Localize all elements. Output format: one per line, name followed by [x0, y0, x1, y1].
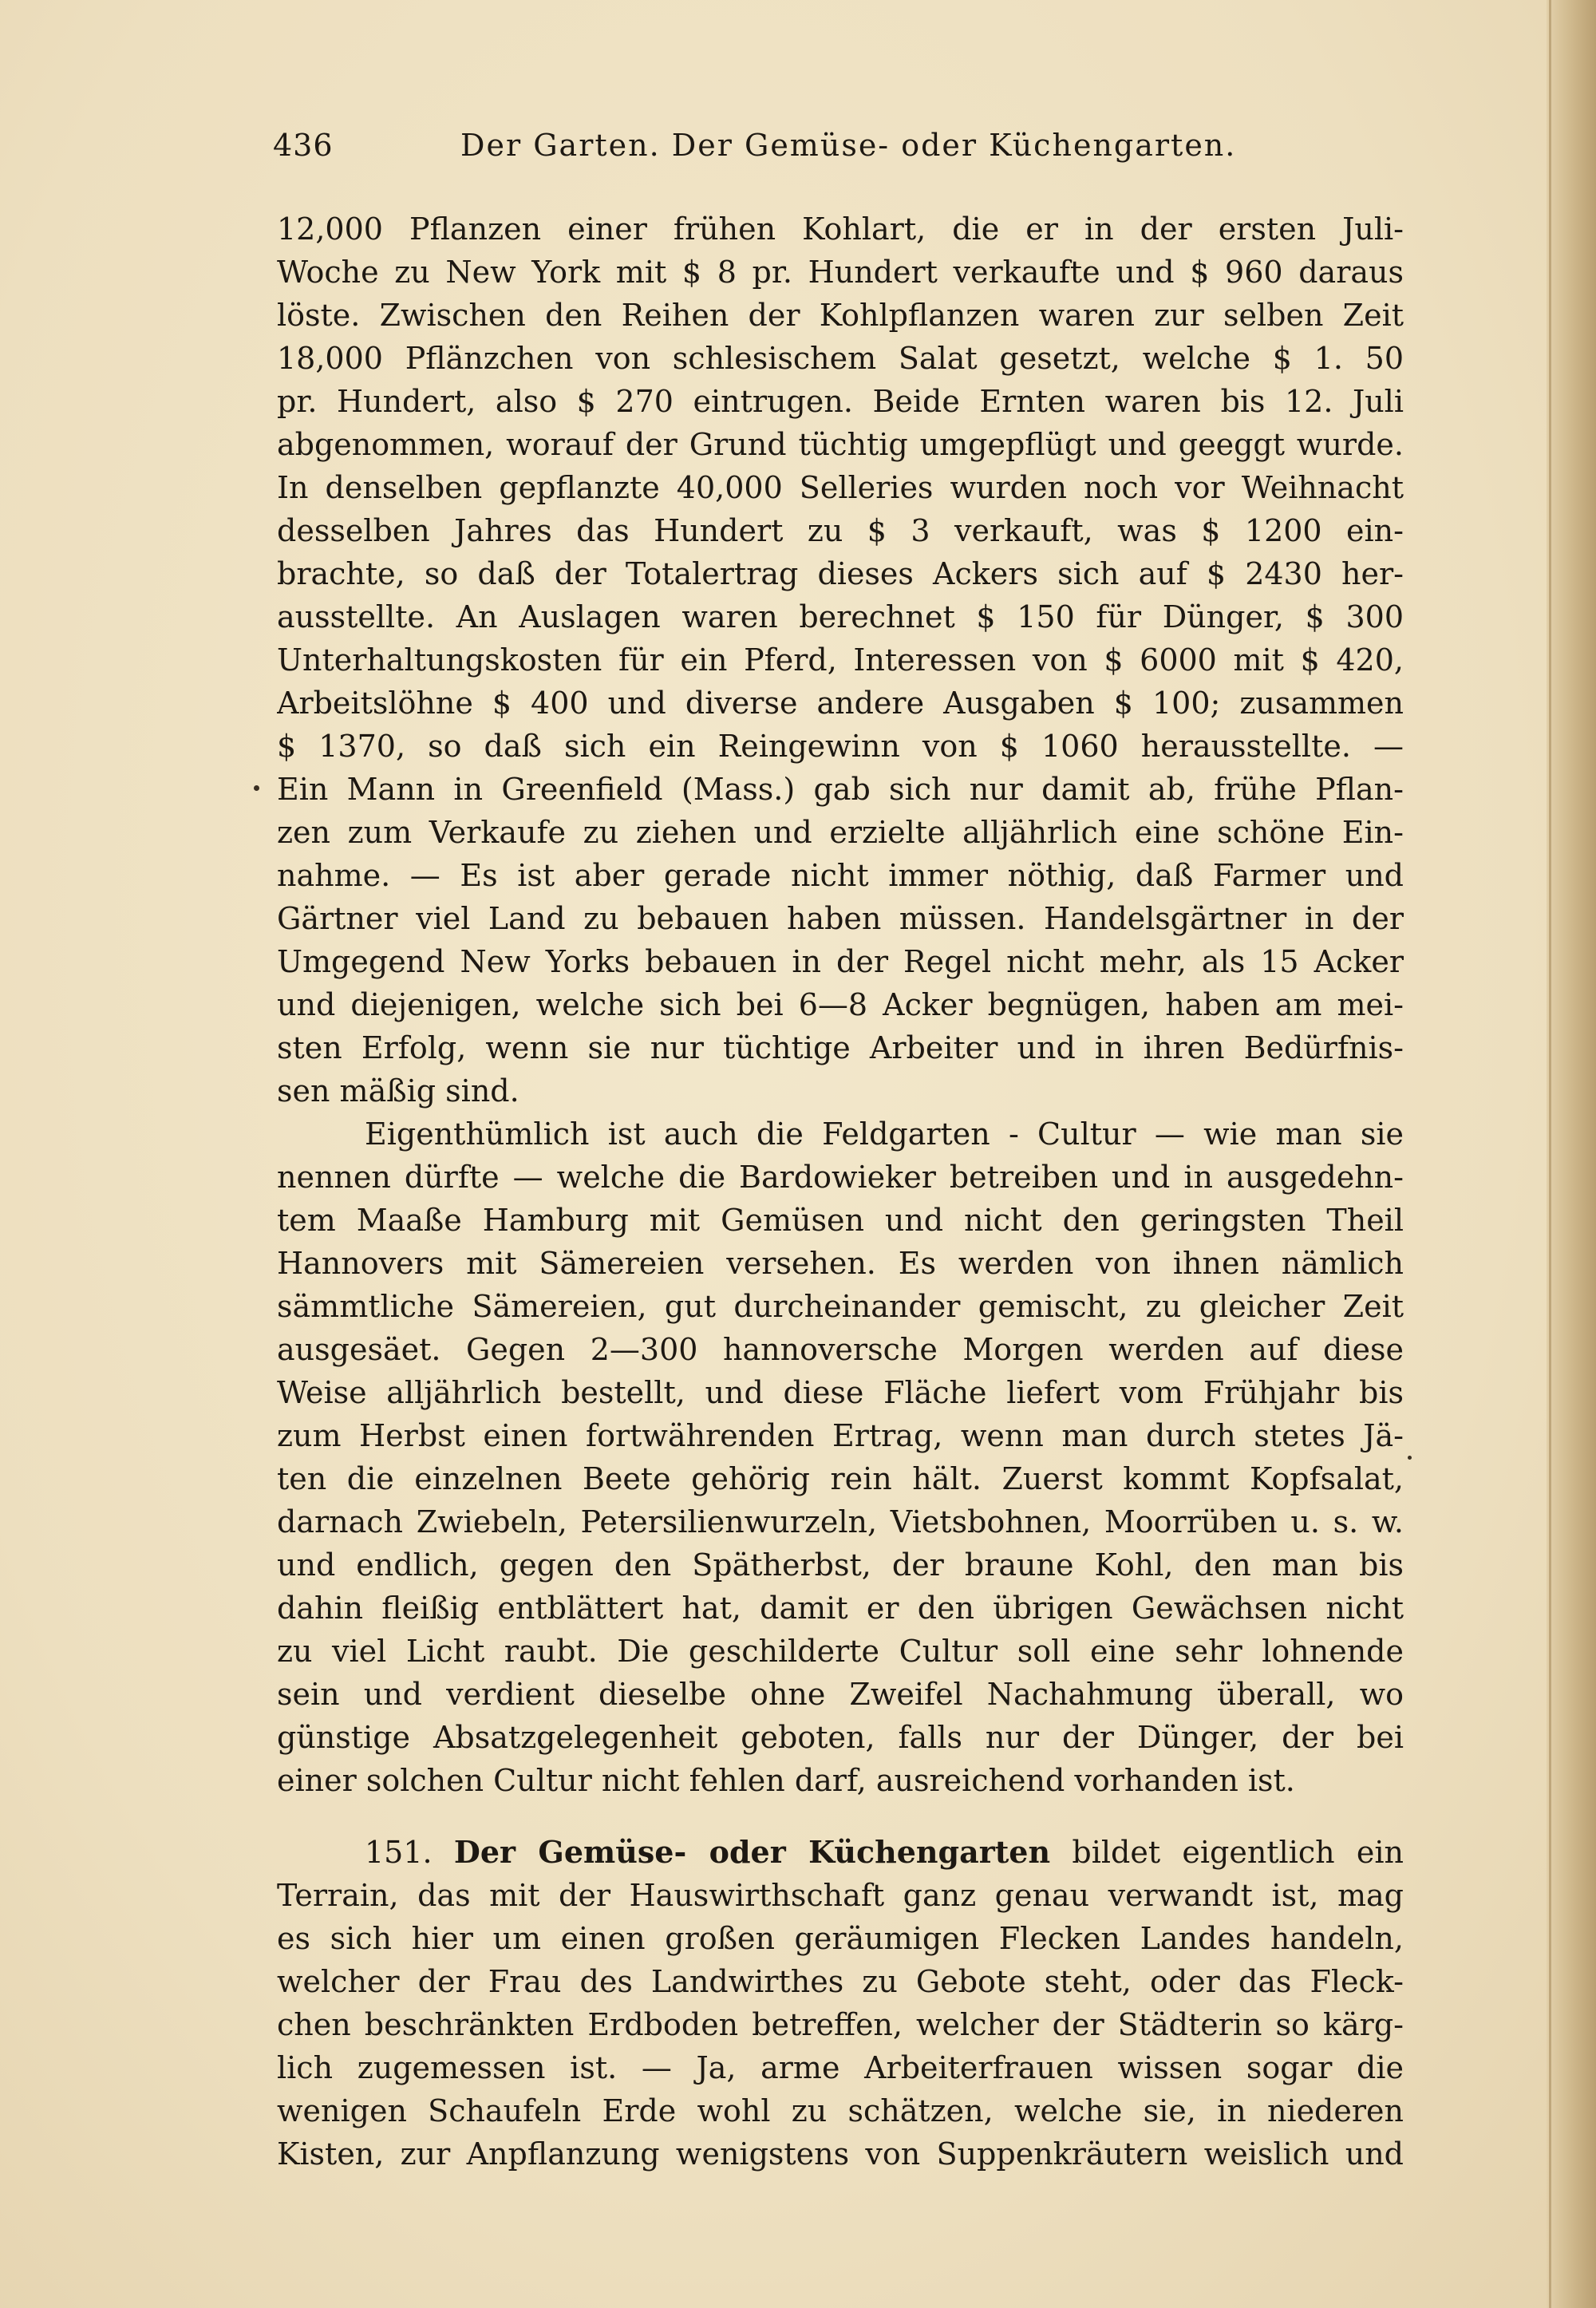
- text-line: Gärtner viel Land zu bebauen haben müssen. Handelsgärtner in der: [277, 901, 1404, 936]
- text-line: lich zugemessen ist. — Ja, arme Arbeiterfrauen wissen sogar die: [277, 2050, 1404, 2085]
- section-heading-line: [277, 1831, 1404, 1874]
- section-spacer: [277, 1802, 1404, 1831]
- text-line: darnach Zwiebeln, Petersilienwurzeln, Vietsbohnen, Moorrüben u. s. w.: [277, 1504, 1404, 1539]
- section-heading: Der Gemüse- oder Küchengarten: [453, 1834, 1051, 1870]
- text-line: es sich hier um einen großen geräumigen Flecken Landes handeln,: [277, 1921, 1404, 1956]
- text-line: 12,000 Pflanzen einer frühen Kohlart, die er in der ersten Juli-: [277, 211, 1404, 247]
- text-line: Eigenthümlich ist auch die Feldgarten - Cultur — wie man sie: [365, 1116, 1404, 1152]
- text-line: Ein Mann in Greenfield (Mass.) gab sich nur damit ab, frühe Pflan-: [277, 772, 1404, 807]
- text-line: Weise alljährlich bestellt, und diese Fläche liefert vom Frühjahr bis: [277, 1375, 1404, 1410]
- text-line: chen beschränkten Erdboden betreffen, welcher der Städterin so kärg-: [277, 2007, 1404, 2042]
- text-line: pr. Hundert, also $ 270 eintrugen. Beide Ernten waren bis 12. Juli: [277, 384, 1404, 419]
- page-gutter-shadow: [1547, 0, 1596, 2308]
- text-line: Terrain, das mit der Hauswirthschaft ganz genau verwandt ist, mag: [277, 1878, 1404, 1913]
- page-edge-line: [1549, 0, 1551, 2308]
- text-line: günstige Absatzgelegenheit geboten, falls nur der Dünger, der bei: [277, 1720, 1404, 1755]
- text-line: nennen dürfte — welche die Bardowieker betreiben und in ausgedehn-: [277, 1160, 1404, 1195]
- paragraph: [277, 1113, 1404, 1802]
- text-line: Umgegend New Yorks bebauen in der Regel nicht mehr, als 15 Acker: [277, 944, 1404, 979]
- text-line: einer solchen Cultur nicht fehlen darf, ausreichend vorhanden ist.: [277, 1763, 1295, 1798]
- text-line: Kisten, zur Anpflanzung wenigstens von Suppenkräutern weislich und: [277, 2136, 1404, 2172]
- text-line: brachte, so daß der Totalertrag dieses Ackers sich auf $ 2430 her-: [277, 556, 1404, 591]
- text-line: sämmtliche Sämereien, gut durcheinander gemischt, zu gleicher Zeit: [277, 1289, 1404, 1324]
- text-line: $ 1370, so daß sich ein Reingewinn von $ 1060 herausstellte. —: [277, 729, 1404, 764]
- text-line: sen mäßig sind.: [277, 1073, 519, 1109]
- text-line: sten Erfolg, wenn sie nur tüchtige Arbeiter und in ihren Bedürfnis-: [277, 1030, 1404, 1065]
- text-line: desselben Jahres das Hundert zu $ 3 verkauft, was $ 1200 ein-: [277, 513, 1404, 548]
- text-line: nahme. — Es ist aber gerade nicht immer nöthig, daß Farmer und: [277, 858, 1404, 893]
- text-line: ten die einzelnen Beete gehörig rein hält. Zuerst kommt Kopfsalat,: [277, 1461, 1404, 1496]
- text-line: tem Maaße Hamburg mit Gemüsen und nicht den geringsten Theil: [277, 1203, 1404, 1238]
- page-number: 436: [273, 128, 334, 163]
- main-text: [277, 207, 1404, 2176]
- text-line: ausstellte. An Auslagen waren berechnet $ 150 für Dünger, $ 300: [277, 599, 1404, 634]
- text-line: dahin fleißig entblättert hat, damit er den übrigen Gewächsen nicht: [277, 1591, 1404, 1626]
- text-line: sein und verdient dieselbe ohne Zweifel Nachahmung überall, wo: [277, 1677, 1404, 1712]
- text-line: und endlich, gegen den Spätherbst, der braune Kohl, den man bis: [277, 1547, 1404, 1583]
- text-line: welcher der Frau des Landwirthes zu Gebote steht, oder das Fleck-: [277, 1964, 1404, 1999]
- text-line: und diejenigen, welche sich bei 6—8 Acker begnügen, haben am mei-: [277, 987, 1404, 1022]
- text-line: Unterhaltungskosten für ein Pferd, Interessen von $ 6000 mit $ 420,: [277, 642, 1404, 678]
- page-header: [273, 128, 1406, 176]
- running-title: Der Garten. Der Gemüse- oder Küchengarten.: [460, 128, 1237, 163]
- text-line: Hannovers mit Sämereien versehen. Es werden von ihnen nämlich: [277, 1246, 1404, 1281]
- text-line: löste. Zwischen den Reihen der Kohlpflanzen waren zur selben Zeit: [277, 298, 1404, 333]
- section-151: [277, 1831, 1404, 2176]
- section-heading-continuation: bildet eigentlich ein: [1072, 1835, 1404, 1870]
- text-line: Arbeitslöhne $ 400 und diverse andere Ausgaben $ 100; zusammen: [277, 686, 1404, 721]
- text-line: In denselben gepflanzte 40,000 Selleries wurden noch vor Weihnacht: [277, 470, 1404, 505]
- text-line: zen zum Verkaufe zu ziehen und erzielte alljährlich eine schöne Ein-: [277, 815, 1404, 850]
- margin-mark: [254, 785, 259, 791]
- paragraph: [277, 207, 1404, 1113]
- text-line: ausgesäet. Gegen 2—300 hannoversche Morgen werden auf diese: [277, 1332, 1404, 1367]
- section-number: 151.: [365, 1835, 433, 1870]
- margin-mark: [1408, 1456, 1412, 1460]
- text-line: zum Herbst einen fortwährenden Ertrag, wenn man durch stetes Jä-: [277, 1418, 1404, 1453]
- text-line: zu viel Licht raubt. Die geschilderte Cultur soll eine sehr lohnende: [277, 1634, 1404, 1669]
- text-line: wenigen Schaufeln Erde wohl zu schätzen, welche sie, in niederen: [277, 2093, 1404, 2128]
- text-line: abgenommen, worauf der Grund tüchtig umgepflügt und geeggt wurde.: [277, 427, 1404, 462]
- text-line: Woche zu New York mit $ 8 pr. Hundert verkaufte und $ 960 daraus: [277, 255, 1404, 290]
- text-line: 18,000 Pflänzchen von schlesischem Salat gesetzt, welche $ 1. 50: [277, 341, 1404, 376]
